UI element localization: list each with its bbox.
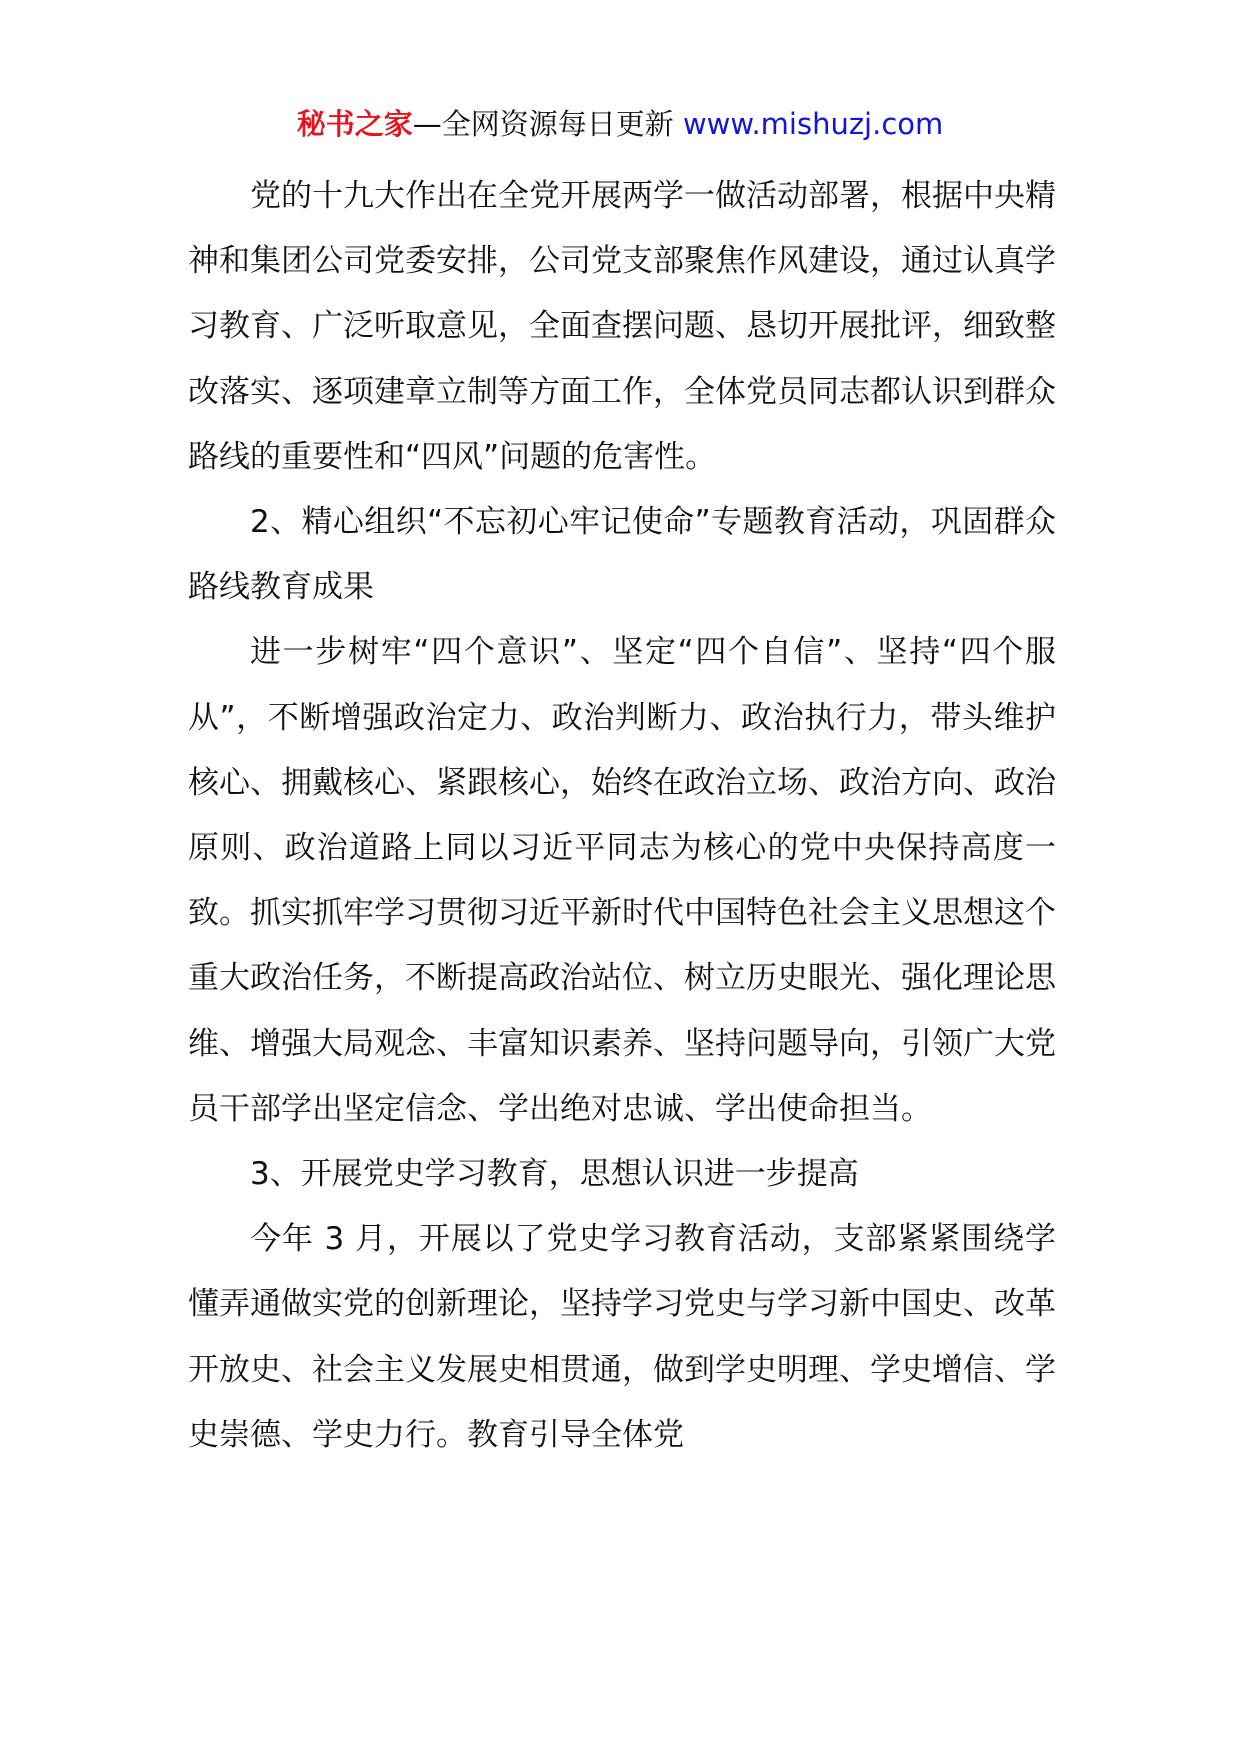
paragraph-section-3: 今年 3 月，开展以了党史学习教育活动，支部紧紧围绕学懂弄通做实党的创新理论，坚持学习党史与学习新中国史、改革开放史、社会主义发展史相贯通，做到学史明理、学史增信、学史崇德、学史力行。教育引导全体党 bbox=[188, 1221, 1056, 1453]
section-heading-2: 2、精心组织“不忘初心牢记使命”专题教育活动，巩固群众路线教育成果 bbox=[188, 504, 1056, 606]
section-heading-3: 3、开展党史学习教育，思想认识进一步提高 bbox=[250, 1156, 859, 1193]
paragraph-intro: 党的十九大作出在全党开展两学一做活动部署，根据中央精神和集团公司党委安排，公司党支部聚焦作风建设，通过认真学习教育、广泛听取意见，全面查摆问题、恳切开展批评，细致整改落实、逐项建章立制等方面工作，全体党员同志都认识到群众路线的重要性和“四风”问题的危害性。 bbox=[188, 178, 1056, 475]
site-url-link[interactable]: www.mishuzj.com bbox=[682, 107, 944, 141]
brand-name: 秘书之家 bbox=[296, 107, 413, 141]
header-tagline: —全网资源每日更新 bbox=[412, 107, 683, 141]
paragraph-section-2: 进一步树牢“四个意识”、坚定“四个自信”、坚持“四个服从”，不断增强政治定力、政治判断力、政治执行力，带头维护核心、拥戴核心、紧跟核心，始终在政治立场、政治方向、政治原则、政治道路上同以习近平同志为核心的党中央保持高度一致。抓实抓牢学习贯彻习近平新时代中国特色社会主义思想这个重大政治任务，不断提高政治站位、树立历史眼光、强化理论思维、增强大局观念、丰富知识素养、坚持问题导向，引领广大党员干部学出坚定信念、学出绝对忠诚、学出使命担当。 bbox=[188, 634, 1056, 1127]
document-body bbox=[188, 164, 1056, 1468]
page-header bbox=[0, 104, 1240, 144]
